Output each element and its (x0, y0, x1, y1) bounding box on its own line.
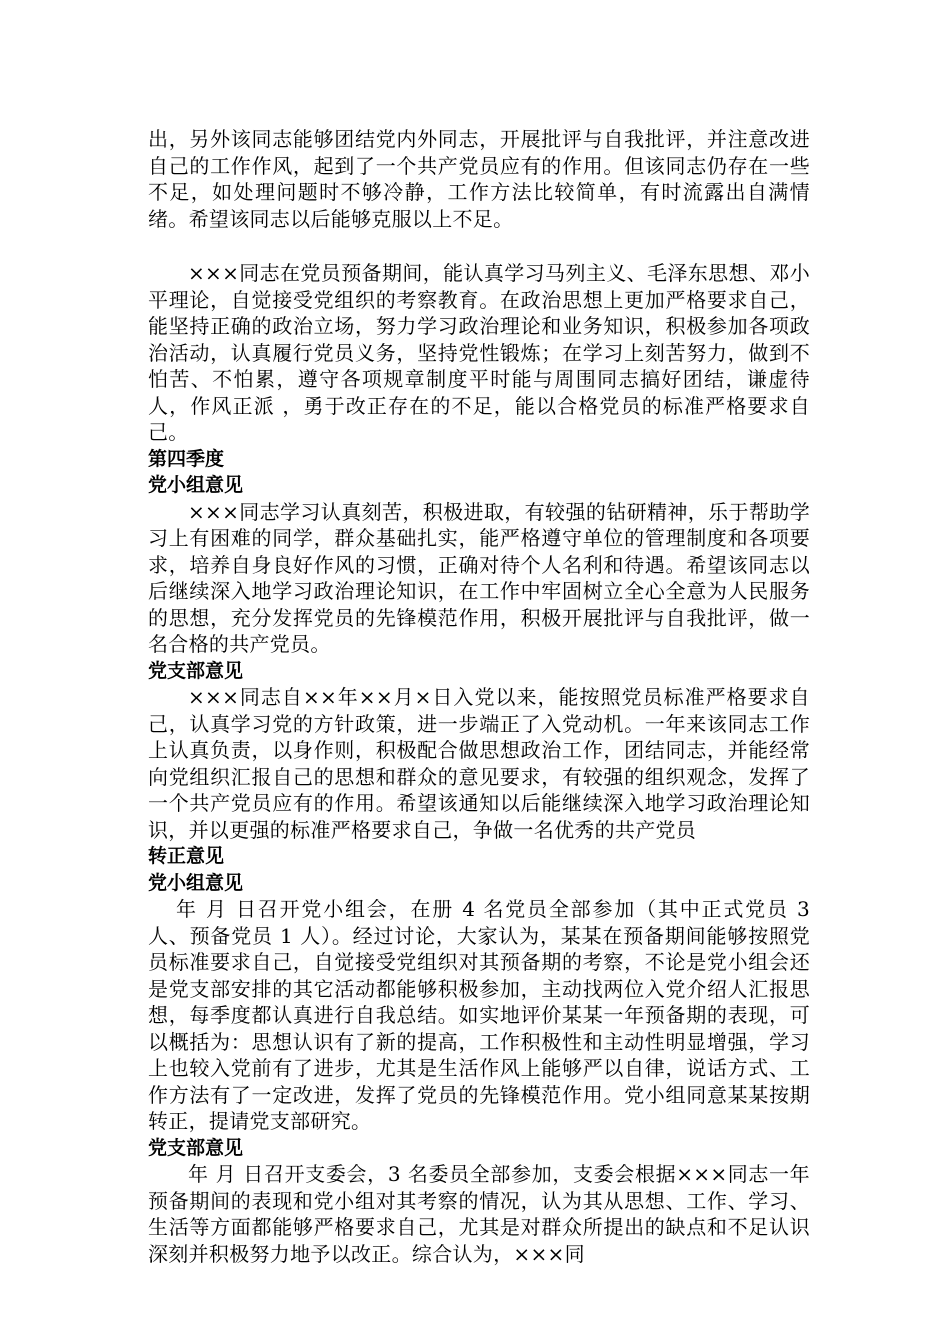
paragraph-group-opinion: ×××同志学习认真刻苦，积极进取，有较强的钻研精神，乐于帮助学习上有困难的同学，群众基础扎实，能严格遵守单位的管理制度和各项要求，培养自身良好作风的习惯，正确对待个人名利和待遇。希望该同志以后继续深入地学习政治理论知识，在工作中牢固树立全心全意为人民服务的思想，充分发挥党员的先锋模范作用，积极开展批评与自我批评，做一名合格的共产党员。 (148, 499, 810, 656)
paragraph-continuation: 出，另外该同志能够团结党内外同志，开展批评与自我批评，并注意改进自己的工作作风，起到了一个共产党员应有的作用。但该同志仍存在一些不足，如处理问题时不够冷静，工作方法比较简单，有时流露出自满情绪。希望该同志以后能够克服以上不足。 (148, 127, 810, 231)
heading-party-group-opinion: 党小组意见 (148, 474, 244, 496)
heading-fourth-quarter: 第四季度 (148, 447, 225, 470)
heading-party-branch-opinion-2: 党支部意见 (148, 1136, 244, 1159)
heading-party-group-opinion-2: 党小组意见 (148, 871, 244, 894)
paragraph-group-meeting: 年 月 日召开党小组会，在册 4 名党员全部参加（其中正式党员 3 人、预备党员 1 人）。经过讨论，大家认为，某某在预备期间能够按照党员标准要求自己，自觉接受党组织对其预备期的考察，不论是党小组会还是党支部安排的其它活动都能够积极参加，主动找两位入党介绍人汇报思想，每季度都认真进行自我总结。如实地评价某某一年预备期的表现，可以概括为：思想认识有了新的提高，工作积极性和主动性明显增强，学习上也较入党前有了进步，尤其是生活作风上能够严以自律，说话方式、工作方法有了一定改进，发挥了党员的先锋模范作用。党小组同意某某按期转正，提请党支部研究。 (148, 897, 810, 1133)
paragraph-prep-period-review: ×××同志在党员预备期间，能认真学习马列主义、毛泽东思想、邓小平理论，自觉接受党组织的考察教育。在政治思想上更加严格要求自己，能坚持正确的政治立场，努力学习政治理论和业务知识，积极参加各项政治活动，认真履行党员义务，坚持党性锻炼；在学习上刻苦努力，做到不怕苦、不怕累，遵守各项规章制度平时能与周围同志搞好团结，谦虚待人，作风正派 ，勇于改正存在的不足，能以合格党员的标准严格要求自己。 (148, 261, 810, 444)
paragraph-spacer (148, 232, 810, 260)
paragraph-branch-meeting: 年 月 日召开支委会，3 名委员全部参加，支委会根据×××同志一年预备期间的表现和党小组对其考察的情况，认为其从思想、工作、学习、生活等方面都能够严格要求自己，尤其是对群众所提出的缺点和不足认识深刻并积极努力地予以改正。综合认为，×××同 (148, 1162, 810, 1266)
paragraph-branch-opinion: ×××同志自××年××月×日入党以来，能按照党员标准严格要求自己，认真学习党的方针政策，进一步端正了入党动机。一年来该同志工作上认真负责，以身作则，积极配合做思想政治工作，团结同志，并能经常向党组织汇报自己的思想和群众的意见要求，有较强的组织观念，发挥了一个共产党员应有的作用。希望该通知以后能继续深入地学习政治理论知识，并以更强的标准严格要求自己，争做一名优秀的共产党员 (148, 685, 810, 842)
document-page (148, 126, 810, 1267)
heading-party-branch-opinion: 党支部意见 (148, 659, 244, 682)
heading-conversion-opinion: 转正意见 (148, 845, 225, 867)
